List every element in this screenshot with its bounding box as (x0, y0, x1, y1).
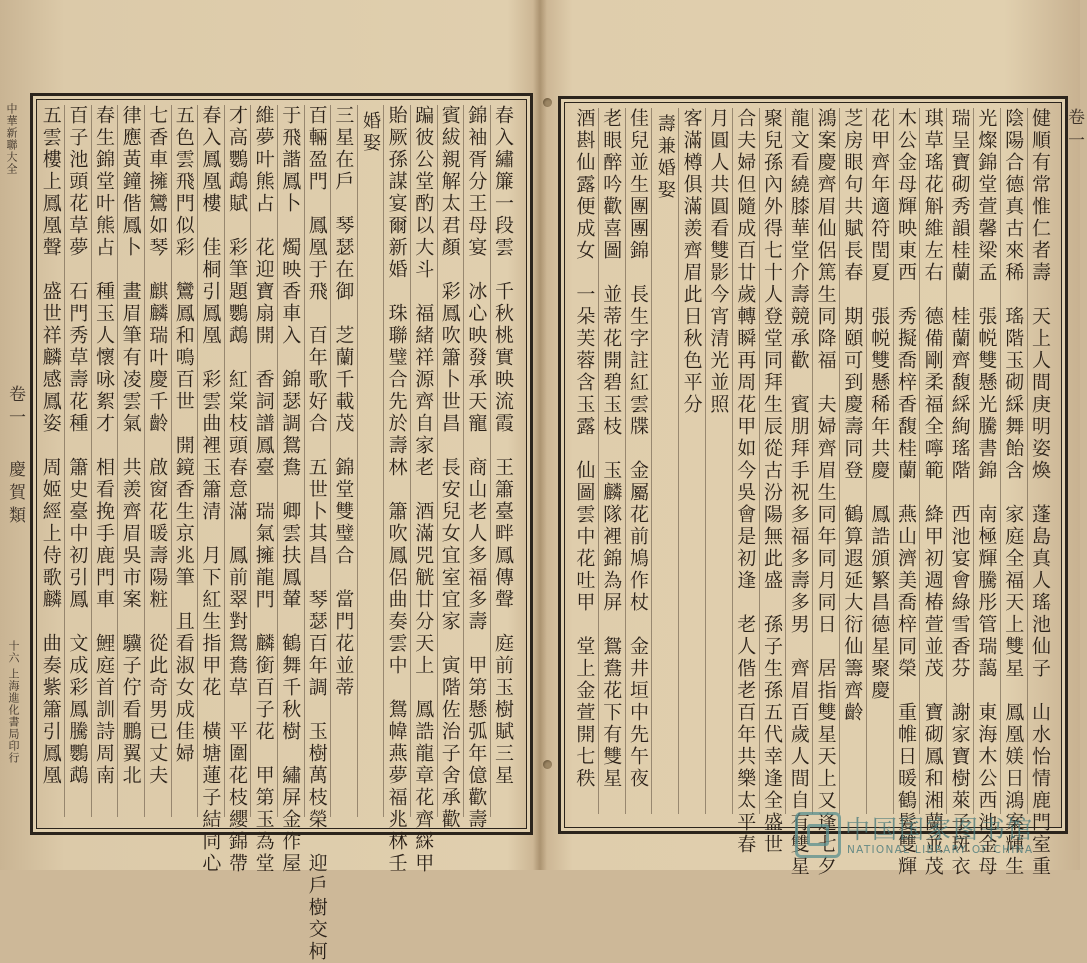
right-column-rule (705, 108, 706, 814)
left-column: 于飛諧鳳卜 燭映香車入 錦瑟調鴛鴦 卿雲扶鳳輦 鶴舞千秋樹 繡屏金作屋 (279, 105, 302, 875)
right-column-rule (785, 108, 786, 814)
right-column-rule (1000, 108, 1001, 814)
left-column: 春入鳳凰樓 佳桐引鳳凰 彩雲曲裡玉簫清 月下紅生指甲花 橫塘蓮子結同心 (199, 105, 222, 875)
right-column: 龍文看繞膝華堂介壽競承歡 賓朋拜手祝多福多壽多男 齊眉百歲人間自有雙星 (787, 108, 810, 878)
right-column: 聚兒孫內外得七十人登堂同拜生辰從古汾陽無此盛 孫子生孫五代幸逢全盛世 (761, 108, 783, 856)
left-column-rule (117, 105, 118, 817)
left-column: 春入繡簾一段雲 千秋桃實映流霞 王簫臺畔鳳傳聲 庭前玉樹賦三星 (492, 105, 514, 787)
right-column-rule (839, 108, 840, 814)
right-column-rule (866, 108, 867, 814)
left-column: 錦袖胥分王母宴 冰心映發承天寵 商山老人多福多壽 甲第懸弧年億歡壽 (465, 105, 488, 831)
left-column-rule (197, 105, 198, 817)
right-column: 芝房眼句共賦長春 期頤可到慶壽同登 鶴算遐延大衍仙籌齊齡 (841, 108, 864, 724)
right-column: 老眼醉吟歡喜圖 並蒂花開碧玉枝 玉麟隊裡錦為屏 鴛鴦花下有雙星 (600, 108, 623, 790)
left-column: 蹁彼公堂酌以大斗 福緒祥源齊自家老 酒滿兕觥廿分天上 鳳誥龍章花齊綵甲 (412, 105, 435, 875)
left-column: 七香車擁鸞如琴 麒麟瑞叶慶千齡 啟窗花暖壽陽粧 從此奇男已丈夫 (146, 105, 169, 787)
left-column: 百輛盈門 鳳凰于飛 百年歌好合 五世卜其昌 琴瑟百年調 玉樹萬枝榮 迎戶樹交柯 (305, 105, 328, 963)
right-column: 瑞呈寶砌秀韻桂蘭 桂蘭齊馥綵絢瑤階 西池宴會綠雪香芬 謝家寶樹萊子斑衣 (948, 108, 971, 878)
right-column: 木公金母輝映東西 秀擬喬梓香馥桂蘭 燕山濟美喬梓同榮 重帷日暖鶴髮雙輝 (895, 108, 917, 878)
left-column: 三星在戶 琴瑟在御 芝蘭千載茂 錦堂雙璧合 當門花並蒂 (332, 105, 355, 699)
left-column-rule (463, 105, 464, 817)
book-gutter (533, 0, 547, 870)
right-column: 健順有常惟仁者壽 天上人間庚明姿煥 蓬島真人瑤池仙子 山水怡情鹿門室重 (1029, 108, 1051, 878)
left-column: 百子池頭花草夢 石門秀草壽花種 簫史臺中初引鳳 文成彩鳳騰鸚鵡 (66, 105, 89, 787)
right-column-rule (919, 108, 920, 814)
right-column-rule (651, 108, 652, 814)
library-logo-icon (795, 812, 841, 858)
right-column-rule (732, 108, 733, 814)
watermark-en: NATIONAL LIBRARY OF CHINA (847, 844, 1034, 856)
left-margin-title: 中華新聯大全 (5, 103, 18, 175)
right-column: 琪草瑤花斛維左右 德備剛柔福全嚀範 絳甲初週椿萱並茂 寶砌鳳和湘蘭並茂 (921, 108, 944, 878)
left-column: 才高鸚鵡賦 彩筆題鸚鵡 紅棠枝頭春意滿 鳳前翠對鴛鴦草 平圍花枝纓錦帶 (226, 105, 248, 875)
right-column-rule (678, 108, 679, 814)
left-column: 賓紱親解太君顏 彩鳳吹簫卜世昌 長安兒女宜室宜家 寅階佐治子舍承歡 (438, 105, 461, 831)
right-column: 花甲齊年適符閏夏 張帨雙懸稀年共慶 鳳誥頒繁昌德星聚慶 (868, 108, 891, 702)
right-column: 月圓人共圓看雙影今宵清光並照 (707, 108, 730, 416)
right-column-rule (973, 108, 974, 814)
left-column-rule (224, 105, 225, 817)
left-column-rule (490, 105, 491, 817)
left-column: 貽厥孫謀宴爾新婚 珠聯璧合先於壽林 簫吹鳳侶曲奏雲中 鴛幃燕夢福兆林壬 (385, 105, 408, 875)
right-column-rule (893, 108, 894, 814)
right-column: 佳兒並生團團錦 長生字註紅雲牒 金屬花前鳩作杖 金井垣中先午夜 (627, 108, 649, 790)
right-column-rule (1027, 108, 1028, 814)
right-column: 酒斟仙露便成女 一朵芙蓉含玉露 仙圖雲中花吐甲 堂上金萱開七秩 (573, 108, 596, 790)
binding-hole (543, 760, 552, 769)
left-column-rule (171, 105, 172, 817)
right-column: 壽兼婚娶 (654, 114, 676, 202)
right-column: 光燦錦堂萱馨梁孟 張帨雙懸光騰書錦 南極輝騰彤管瑞藹 東海木公西池金母 (975, 108, 998, 878)
left-column-rule (277, 105, 278, 817)
left-margin-category: 慶賀類 (5, 460, 25, 529)
left-column-rule (91, 105, 92, 817)
left-column-rule (410, 105, 411, 817)
right-column: 客滿樽俱滿羨齊眉此日秋色平分 (680, 108, 703, 416)
right-column-rule (625, 108, 626, 814)
left-column-rule (144, 105, 145, 817)
left-column-rule (437, 105, 438, 817)
left-column-rule (250, 105, 251, 817)
left-column-rule (64, 105, 65, 817)
right-column-rule (598, 108, 599, 814)
right-column: 合夫婦但隨成百廿歲轉瞬再周花甲如今吳會是初逢 老人偕老百年共樂太平春 (734, 108, 757, 856)
left-margin-publisher: 上海進化書局印行 (7, 668, 20, 764)
left-margin-page: 十六 (7, 640, 20, 664)
left-column: 婚娶 (360, 111, 381, 155)
left-column-rule (383, 105, 384, 817)
left-column: 律應黃鐘偕鳳卜 畫眉筆有凌雲氣 共羨齊眉吳市案 驥子佇看鵬翼北 (119, 105, 142, 787)
left-column: 五雲樓上鳳凰聲 盛世祥麟感鳳姿 周姬經上侍歌麟 曲奏紫簫引鳳凰 (39, 105, 62, 787)
left-column-rule (304, 105, 305, 817)
right-column-rule (946, 108, 947, 814)
right-column: 陰陽合德真古來稀 瑤階玉砌綵舞飴含 家庭全福天上雙星 鳳凰媄日鴻案輝生 (1002, 108, 1025, 878)
left-column: 維夢叶熊占 花迎寶扇開 香詞譜鳳臺 瑞氣擁龍門 麟銜百子花 甲第玉為堂 (252, 105, 275, 875)
right-column-rule (759, 108, 760, 814)
right-column: 鴻案慶齊眉仙侶篤生同降福 夫婦齊眉生同年同月同日 居指雙星天上又逢七夕 (814, 108, 837, 878)
right-margin-volume: 卷一 (1064, 108, 1084, 154)
left-column-rule (357, 105, 358, 817)
watermark-cn: 中国国家图书馆 (845, 815, 1035, 844)
left-column-rule (330, 105, 331, 817)
binding-hole (543, 98, 552, 107)
right-column-rule (812, 108, 813, 814)
left-margin-volume: 卷一 (5, 385, 25, 431)
left-column: 五色雲飛門似彩 鸞鳳和鳴百世 開鏡香生京兆筆 且看淑女成佳婦 (172, 105, 195, 765)
library-watermark (795, 808, 1070, 864)
left-column: 春生錦堂叶熊占 種玉人懷咏絮才 相看挽手鹿門車 鯉庭首訓詩周南 (93, 105, 115, 787)
